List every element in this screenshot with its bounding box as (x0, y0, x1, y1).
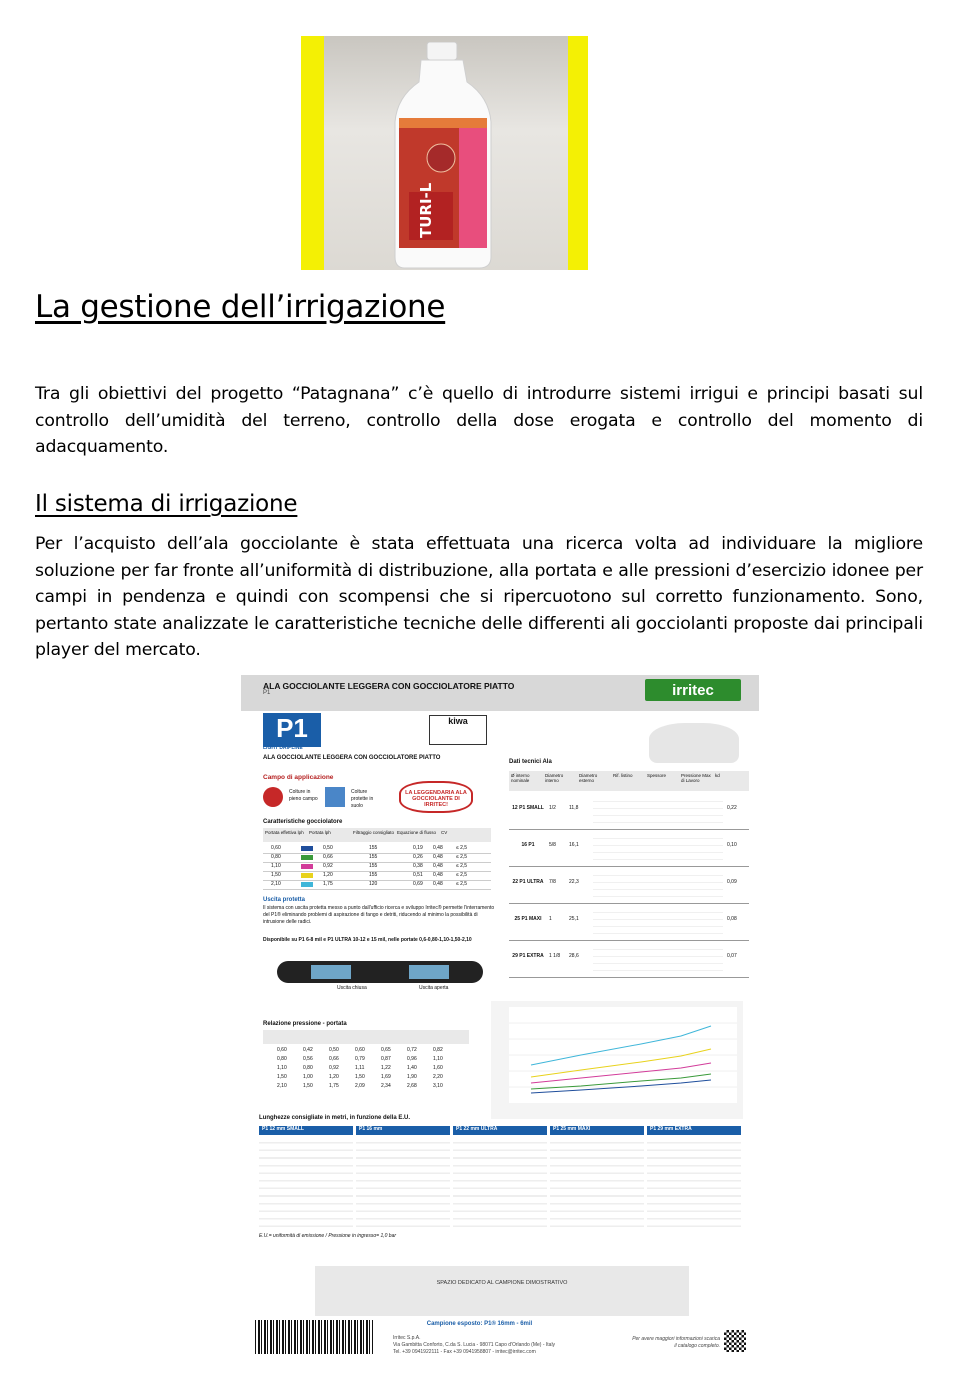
length-table-title: P1 16 mm (356, 1126, 450, 1135)
rel-cell: 0,87 (381, 1056, 391, 1062)
rel-cell: 2,10 (277, 1083, 287, 1089)
rel-cell: 1,00 (303, 1074, 313, 1080)
company-info (393, 1335, 613, 1356)
rel-cell: 1,90 (407, 1074, 417, 1080)
section-heading: Il sistema di irrigazione (35, 491, 298, 517)
tech-group-line (509, 829, 749, 830)
relazione-table-header (263, 1030, 469, 1044)
length-table-title: P1 22 mm ULTRA (453, 1126, 547, 1135)
char-cell: ≤ 2,5 (456, 872, 468, 878)
rel-cell: 0,60 (277, 1047, 287, 1053)
tech-group-di: 16,1 (569, 842, 579, 848)
char-cell: 0,38 (413, 863, 423, 869)
tech-group-line (509, 977, 749, 978)
tech-group-kd: 0,10 (727, 842, 737, 848)
char-cell: 0,48 (433, 854, 443, 860)
relazione-heading: Relazione pressione - portata (263, 1021, 347, 1027)
rel-cell: 1,75 (329, 1083, 339, 1089)
char-swatch (301, 855, 313, 860)
catalog-header-title: ALA GOCCIOLANTE LEGGERA CON GOCCIOLATORE PIATTO (263, 681, 515, 691)
char-cell: 0,48 (433, 863, 443, 869)
tech-header-cell: Pressione Max di Lavoro (681, 773, 711, 783)
tech-group-block (593, 869, 723, 902)
rel-cell: 1,20 (329, 1074, 339, 1080)
tech-group-di: 22,3 (569, 879, 579, 885)
photo-yellow-band-left (301, 36, 324, 270)
rel-cell: 1,11 (355, 1065, 365, 1071)
rel-cell: 1,50 (355, 1074, 365, 1080)
char-swatch (301, 864, 313, 869)
rel-cell: 0,79 (355, 1056, 365, 1062)
rel-cell: 0,66 (329, 1056, 339, 1062)
p1-tagline: LIGHT DRIPLINE (263, 745, 303, 751)
tech-group-line (509, 940, 749, 941)
tech-group-kd: 0,09 (727, 879, 737, 885)
rel-cell: 2,34 (381, 1083, 391, 1089)
char-cell: 120 (369, 881, 378, 887)
char-cell: 0,51 (413, 872, 423, 878)
tech-group-inch: 7/8 (549, 879, 556, 885)
char-cell: 1,50 (271, 872, 281, 878)
barcode (255, 1320, 373, 1354)
spazio-text: SPAZIO DEDICATO AL CAMPIONE DIMOSTRATIVO (436, 1280, 568, 1286)
char-cell: 155 (369, 854, 378, 860)
char-cell: 0,69 (413, 881, 423, 887)
char-swatch (301, 846, 313, 851)
caratteristiche-heading: Caratteristiche gocciolatore (263, 819, 343, 825)
tech-group-block (593, 906, 723, 939)
char-cell: 0,48 (433, 881, 443, 887)
rel-cell: 1,40 (407, 1065, 417, 1071)
tech-header-cell: Diametro esterno (579, 773, 598, 783)
tech-group-inch: 1/2 (549, 805, 556, 811)
tech-group-kd: 0,08 (727, 916, 737, 922)
length-table-title: P1 25 mm MAXI (550, 1126, 644, 1135)
tech-group-inch: 1 (549, 916, 552, 922)
char-cell: 0,19 (413, 845, 423, 851)
kiwa-logo: kiwa (429, 715, 487, 745)
char-header-cell: Portata effettiva lph (265, 830, 304, 835)
char-header-cell: Portata lph (309, 830, 331, 835)
char-cell: 0,48 (433, 872, 443, 878)
tech-group-line (509, 866, 749, 867)
tech-group-inch: 1 1/8 (549, 953, 561, 959)
rel-cell: 1,69 (381, 1074, 391, 1080)
char-cell: 0,48 (433, 845, 443, 851)
catalog-header-sub: P1 (263, 690, 271, 696)
tech-group-name: 12 P1 SMALL (512, 805, 544, 811)
rel-cell: 0,92 (329, 1065, 339, 1071)
char-swatch (301, 873, 313, 878)
rel-cell: 0,60 (355, 1047, 365, 1053)
char-cell: 1,75 (323, 881, 333, 887)
bottle-image (389, 42, 497, 270)
eu-note: E.U.= uniformità di emissione / Pressione in ingresso= 1,0 bar (259, 1233, 397, 1239)
company-name: Irritec S.p.A. (393, 1335, 421, 1341)
tech-group-inch: 5/8 (549, 842, 556, 848)
tech-group-block (593, 943, 723, 976)
greenhouse-icon (325, 787, 345, 807)
length-table-body (550, 1136, 644, 1230)
rel-cell: 2,09 (355, 1083, 365, 1089)
section-paragraph: Per l’acquisto dell’ala gocciolante è stata effettuata una ricerca volta ad individuare la migliore soluzione per far fronte all’uniformità di distribuzione, alla portata e alle pressioni d’esercizio idonee per campi in pendenza e quindi con scompensi che si ripercuotono sul corretto funzionamento. Sono, pertanto state analizzate le caratteristiche tecniche delle differenti ali gocciolanti proposte dai principali player del mercato. (35, 534, 923, 660)
product-title: ALA GOCCIOLANTE LEGGERA CON GOCCIOLATORE PIATTO (263, 755, 441, 761)
rel-cell: 2,20 (433, 1074, 443, 1080)
char-cell: 0,92 (323, 863, 333, 869)
tomato-icon (263, 787, 283, 807)
rel-cell: 0,42 (303, 1047, 313, 1053)
char-cell: 1,20 (323, 872, 333, 878)
length-table-title: P1 12 mm SMALL (259, 1126, 353, 1135)
char-cell: 0,80 (271, 854, 281, 860)
company-contacts: Tel. +39 0941922111 - Fax +39 0941958807 - irritec@irritec.com (393, 1349, 536, 1355)
char-cell: 155 (369, 872, 378, 878)
tech-header-cell: Diametro interno (545, 773, 564, 783)
rel-cell: 1,50 (277, 1074, 287, 1080)
length-table-body (356, 1136, 450, 1230)
qr-code-icon (724, 1330, 746, 1352)
char-cell: ≤ 2,5 (456, 854, 468, 860)
tech-group-block (593, 795, 723, 828)
tech-group-name: 16 P1 (521, 842, 535, 848)
tech-header-cell: Spessore (647, 773, 667, 778)
uscita-chiusa-label: Uscita chiusa (337, 985, 367, 991)
catalog-sheet (241, 675, 759, 1272)
char-cell: ≤ 2,5 (456, 881, 468, 887)
dripline-reel-image (649, 723, 739, 763)
rel-cell: 1,10 (433, 1056, 443, 1062)
char-cell: 0,60 (271, 845, 281, 851)
char-cell: 0,26 (413, 854, 423, 860)
emitter-open (409, 965, 449, 979)
bottle-label-text: TURI-L (417, 182, 435, 238)
tech-group-name: 22 P1 ULTRA (512, 879, 544, 885)
length-table-body (453, 1136, 547, 1230)
rel-cell: 0,80 (303, 1065, 313, 1071)
char-rowline (263, 889, 491, 890)
tech-group-name: 25 P1 MAXI (514, 916, 542, 922)
disponibile-text: Disponibile su P1 6-8 mil e P1 ULTRA 10-12 e 15 mil, nelle portate 0,6-0,80-1,10-1,50-2,10 (263, 937, 472, 943)
rel-cell: 1,50 (303, 1083, 313, 1089)
char-cell: 2,10 (271, 881, 281, 887)
rel-cell: 0,50 (329, 1047, 339, 1053)
char-swatch (301, 882, 313, 887)
photo-yellow-band-right (568, 36, 588, 270)
lunghezze-heading: Lunghezze consigliate in metri, in funzione della E.U. (259, 1115, 411, 1121)
char-cell: 155 (369, 845, 378, 851)
company-address: Via Gambitta Conforto, C.da S. Lucia - 98071 Capo d'Orlando (Me) - Italy (393, 1342, 556, 1348)
dripline-tube (277, 961, 483, 983)
rel-cell: 0,56 (303, 1056, 313, 1062)
tech-group-block (593, 832, 723, 865)
rel-cell: 2,68 (407, 1083, 417, 1089)
length-table-title: P1 29 mm EXTRA (647, 1126, 741, 1135)
irritec-logo: irritec (645, 679, 741, 701)
tech-group-di: 28,6 (569, 953, 579, 959)
rel-cell: 0,65 (381, 1047, 391, 1053)
page-title: La gestione dell’irrigazione (35, 289, 446, 325)
rel-cell: 1,22 (381, 1065, 391, 1071)
char-cell: 1,10 (271, 863, 281, 869)
length-table-body (647, 1136, 741, 1230)
tech-group-line (509, 903, 749, 904)
char-cell: 155 (369, 863, 378, 869)
tech-group-di: 25,1 (569, 916, 579, 922)
rel-cell: 1,10 (277, 1065, 287, 1071)
rel-cell: 0,80 (277, 1056, 287, 1062)
char-header-cell: Filtraggio consigliato (353, 830, 395, 835)
leggendaria-badge: LA LEGGENDARIA ALA GOCCIOLANTE DI IRRITEC! (399, 781, 473, 813)
uscita-heading: Uscita protetta (263, 897, 306, 903)
tech-group-kd: 0,07 (727, 953, 737, 959)
char-cell: ≤ 2,5 (456, 845, 468, 851)
rel-cell: 0,82 (433, 1047, 443, 1053)
uscita-text: Il sistema con uscita protetta messo a punto dall'ufficio ricerca e sviluppo Irritec® permette l'interramento del P1® eliminando problemi di aspirazione di fango e detriti, riducendo al minimo la possibilità di intrusione delle radici. (263, 905, 495, 926)
pressure-flow-chart (491, 1001, 743, 1119)
tech-header-cell: kd (715, 773, 720, 778)
char-header-cell: Equazione di flusso (397, 830, 437, 835)
catalog-header (241, 675, 759, 711)
sample-box (315, 1266, 689, 1316)
char-cell: 0,66 (323, 854, 333, 860)
rel-cell: 1,60 (433, 1065, 443, 1071)
tech-group-name: 29 P1 EXTRA (512, 953, 544, 959)
colture-suolo: Colture protette in suolo (351, 789, 374, 810)
bottle-photo (301, 36, 588, 270)
length-table-body (259, 1136, 353, 1230)
char-cell: 0,50 (323, 845, 333, 851)
tech-header-cell: Rif. listino (613, 773, 633, 778)
tech-group-kd: 0,22 (727, 805, 737, 811)
campo-heading: Campo di applicazione (263, 774, 334, 781)
tech-header-cell: Ø interno nominale (511, 773, 530, 783)
intro-paragraph: Tra gli obiettivi del progetto “Patagnana” c’è quello di introdurre sistemi irrigui e principi basati sul controllo dell’umidità del terreno, controllo della dose erogata e controllo del momento di adacquamento. (35, 384, 923, 457)
colture-campo: Colture in pieno campo (289, 789, 318, 803)
p1-logo: P1 (263, 713, 321, 747)
rel-cell: 3,10 (433, 1083, 443, 1089)
emitter-closed (311, 965, 351, 979)
char-header-cell: CV (441, 830, 448, 835)
campione-text: Campione esposto: P1® 16mm - 6mil (426, 1321, 533, 1327)
rel-cell: 0,72 (407, 1047, 417, 1053)
char-cell: ≤ 2,5 (456, 863, 468, 869)
rel-cell: 0,96 (407, 1056, 417, 1062)
tech-group-di: 11,8 (569, 805, 579, 811)
dati-tecnici-heading: Dati tecnici Ala (509, 759, 552, 765)
info-text: Per avere maggiori informazioni scarica il catalogo completo. (632, 1336, 720, 1349)
uscita-aperta-label: Uscita aperta (419, 985, 449, 991)
